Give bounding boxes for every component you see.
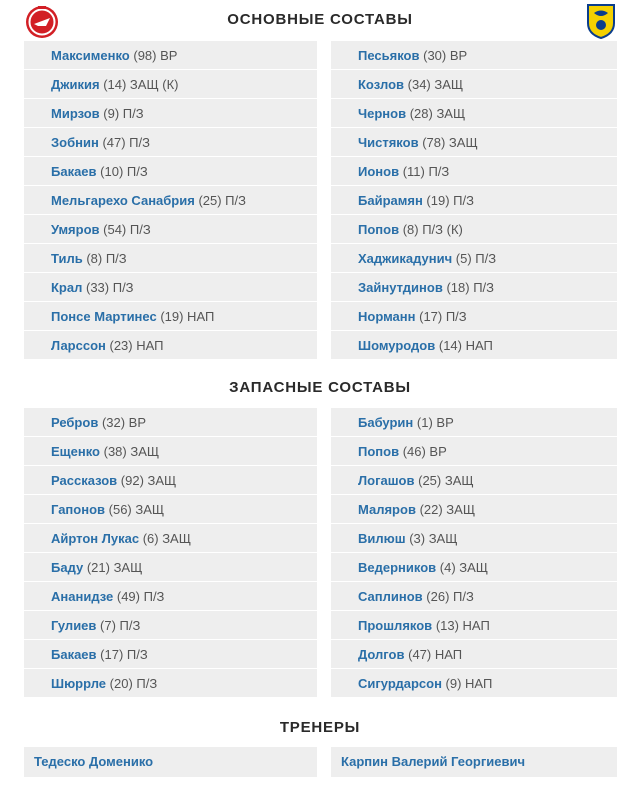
player-row[interactable]	[24, 582, 317, 611]
player-name[interactable]: Максименко	[51, 48, 130, 63]
player-name[interactable]: Тиль	[51, 251, 83, 266]
player-row[interactable]	[24, 186, 317, 215]
player-name[interactable]: Ларссон	[51, 338, 106, 353]
player-row[interactable]	[24, 302, 317, 331]
player-info: (1) ВР	[416, 415, 454, 430]
player-info: (23) НАП	[109, 338, 164, 353]
player-info: (28) ЗАЩ	[409, 106, 466, 121]
player-info: (8) П/З (К)	[402, 222, 463, 237]
player-row[interactable]	[24, 495, 317, 524]
player-info: (8) П/З	[86, 251, 127, 266]
player-row[interactable]	[331, 553, 617, 582]
player-row[interactable]	[24, 466, 317, 495]
player-name[interactable]: Долгов	[358, 647, 405, 662]
player-row[interactable]	[24, 215, 317, 244]
player-info: (25) П/З	[198, 193, 246, 208]
player-name[interactable]: Зайнутдинов	[358, 280, 443, 295]
player-info: (13) НАП	[435, 618, 490, 633]
player-info: (49) П/З	[116, 589, 165, 604]
player-name[interactable]: Маляров	[358, 502, 416, 517]
player-info: (17) П/З	[419, 309, 467, 324]
player-name[interactable]: Джикия	[51, 77, 100, 92]
player-info: (19) НАП	[160, 309, 215, 324]
player-info: (98) ВР	[133, 48, 178, 63]
away-subs-list	[331, 408, 617, 698]
player-info: (92) ЗАЩ	[120, 473, 177, 488]
player-row[interactable]	[331, 302, 617, 331]
player-row[interactable]	[331, 669, 617, 698]
coaches-title: ТРЕНЕРЫ	[279, 719, 361, 736]
player-name[interactable]: Сигурдарсон	[358, 676, 442, 691]
player-name[interactable]: Ведерников	[358, 560, 437, 575]
player-info: (21) ЗАЩ	[86, 560, 143, 575]
player-name[interactable]: Норманн	[358, 309, 416, 324]
player-name[interactable]: Ребров	[51, 415, 99, 430]
subs-title: ЗАПАСНЫЕ СОСТАВЫ	[229, 379, 411, 396]
lineups-title: ОСНОВНЫЕ СОСТАВЫ	[227, 11, 413, 28]
player-info: (32) ВР	[101, 415, 147, 430]
player-name[interactable]: Ещенко	[51, 444, 100, 459]
player-row[interactable]	[331, 582, 617, 611]
player-name[interactable]: Ионов	[358, 164, 400, 179]
player-name[interactable]: Логашов	[358, 473, 415, 488]
player-row[interactable]	[24, 244, 317, 273]
player-info: (11) П/З	[402, 164, 450, 179]
player-info: (14) НАП	[438, 338, 493, 353]
player-info: (4) ЗАЩ	[439, 560, 488, 575]
player-info: (38) ЗАЩ	[103, 444, 160, 459]
player-info: (9) НАП	[445, 676, 493, 691]
player-name[interactable]: Крал	[51, 280, 83, 295]
player-info: (47) П/З	[102, 135, 150, 150]
rostov-logo-icon	[586, 3, 616, 39]
player-row[interactable]	[24, 273, 317, 302]
player-info: (5) П/З	[455, 251, 497, 266]
player-name[interactable]: Шомуродов	[358, 338, 436, 353]
player-info: (33) П/З	[86, 280, 134, 295]
player-info: (54) П/З	[103, 222, 151, 237]
player-row[interactable]	[24, 408, 317, 437]
player-row[interactable]	[24, 669, 317, 698]
player-name[interactable]: Попов	[358, 222, 400, 237]
home-subs-list	[24, 408, 317, 698]
player-info: (7) П/З	[100, 618, 141, 633]
player-row[interactable]	[24, 128, 317, 157]
player-row[interactable]	[24, 524, 317, 553]
player-row[interactable]	[24, 553, 317, 582]
player-info: (3) ЗАЩ	[409, 531, 458, 546]
player-row[interactable]	[331, 128, 617, 157]
player-info: (17) П/З	[100, 647, 148, 662]
player-name[interactable]: Чернов	[358, 106, 407, 121]
player-row[interactable]	[331, 70, 617, 99]
player-row[interactable]	[331, 41, 617, 70]
player-name[interactable]: Чистяков	[358, 135, 419, 150]
player-info: (26) П/З	[426, 589, 474, 604]
player-row[interactable]	[331, 99, 617, 128]
player-info: (56) ЗАЩ	[108, 502, 165, 517]
player-name[interactable]: Прошляков	[358, 618, 433, 633]
player-info: (9) П/З	[103, 106, 144, 121]
player-info: (34) ЗАЩ	[407, 77, 464, 92]
player-name[interactable]: Гапонов	[51, 502, 106, 517]
player-name[interactable]: Мельгарехо Санабрия	[51, 193, 195, 208]
player-row[interactable]	[24, 640, 317, 669]
player-name[interactable]: Баду	[51, 560, 84, 575]
player-row[interactable]	[24, 331, 317, 360]
player-name[interactable]: Гулиев	[51, 618, 97, 633]
player-row[interactable]	[24, 611, 317, 640]
player-name[interactable]: Вилюш	[358, 531, 406, 546]
player-name[interactable]: Козлов	[358, 77, 405, 92]
player-name[interactable]: Попов	[358, 444, 400, 459]
player-row[interactable]	[331, 244, 617, 273]
player-name[interactable]: Хаджикадунич	[358, 251, 453, 266]
player-name[interactable]: Айртон Лукас	[51, 531, 140, 546]
player-row[interactable]	[331, 273, 617, 302]
player-row[interactable]	[331, 157, 617, 186]
coach-name[interactable]: Тедеско Доменико	[24, 747, 317, 777]
player-row[interactable]	[24, 99, 317, 128]
player-info: (19) П/З	[426, 193, 474, 208]
away-coach	[331, 747, 617, 777]
player-info: (25) ЗАЩ	[418, 473, 474, 488]
player-name[interactable]: Понсе Мартинес	[51, 309, 157, 324]
player-info: (30) ВР	[423, 48, 468, 63]
player-info: (22) ЗАЩ	[419, 502, 476, 517]
player-row[interactable]	[331, 495, 617, 524]
player-name[interactable]: Байрамян	[358, 193, 423, 208]
player-name[interactable]: Рассказов	[51, 473, 118, 488]
player-row[interactable]	[331, 186, 617, 215]
home-starters-list	[24, 41, 317, 360]
player-info: (47) НАП	[408, 647, 463, 662]
coach-name[interactable]: Карпин Валерий Георгиевич	[331, 747, 617, 777]
player-name[interactable]: Саплинов	[358, 589, 423, 604]
player-row[interactable]	[331, 524, 617, 553]
player-row[interactable]	[331, 611, 617, 640]
player-info: (10) П/З	[100, 164, 148, 179]
player-info: (18) П/З	[446, 280, 495, 295]
player-name[interactable]: Мирзов	[51, 106, 100, 121]
player-name[interactable]: Бакаев	[51, 164, 97, 179]
player-row[interactable]	[24, 41, 317, 70]
away-starters-list	[331, 41, 617, 360]
player-row[interactable]	[331, 215, 617, 244]
player-row[interactable]	[331, 437, 617, 466]
player-name[interactable]: Зобнин	[51, 135, 99, 150]
player-info: (46) ВР	[402, 444, 447, 459]
player-row[interactable]	[331, 331, 617, 360]
player-name[interactable]: Песьяков	[358, 48, 420, 63]
home-coach	[24, 747, 317, 777]
player-info: (14) ЗАЩ (К)	[103, 77, 179, 92]
player-info: (6) ЗАЩ	[142, 531, 191, 546]
player-row[interactable]	[331, 466, 617, 495]
player-name[interactable]: Бабурин	[358, 415, 414, 430]
player-row[interactable]	[331, 640, 617, 669]
player-row[interactable]	[24, 157, 317, 186]
player-row[interactable]	[24, 437, 317, 466]
player-name[interactable]: Бакаев	[51, 647, 97, 662]
player-info: (20) П/З	[109, 676, 158, 691]
player-name[interactable]: Ананидзе	[51, 589, 114, 604]
player-name[interactable]: Шюррле	[51, 676, 107, 691]
player-info: (78) ЗАЩ	[422, 135, 478, 150]
player-row[interactable]	[331, 408, 617, 437]
player-row[interactable]	[24, 70, 317, 99]
player-name[interactable]: Умяров	[51, 222, 100, 237]
